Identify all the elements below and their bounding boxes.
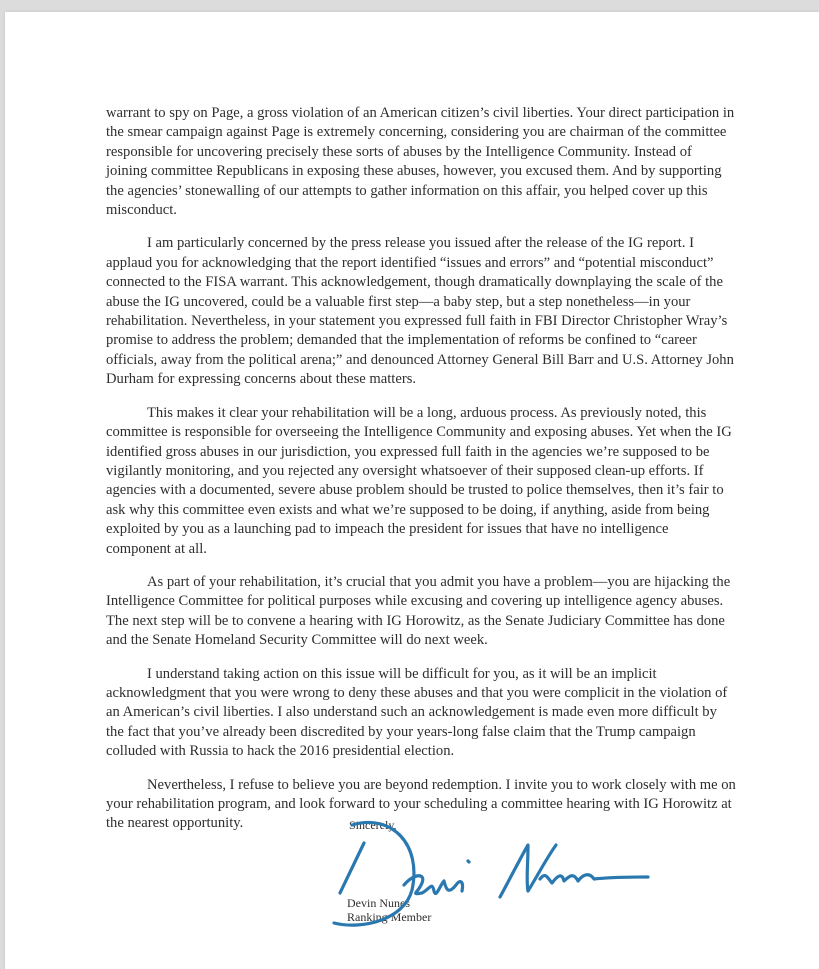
paragraph-6: Nevertheless, I refuse to believe you are beyond redemption. I invite you to work closely with me on your rehabilitation program, and look forward to your scheduling a committee hearing with IG Horowitz at the nearest opportunity. [106, 776, 736, 832]
closing-salutation: Sincerely, [349, 818, 397, 832]
letter-body [106, 104, 736, 848]
letter-page [5, 12, 819, 969]
paragraph-3: This makes it clear your rehabilitation will be a long, arduous process. As previously noted, this committee is responsible for overseeing the Intelligence Community and exposing abuses. Yet when the IG identified gross abuses in our jurisdiction, you expressed full faith in the agencies we’re supposed to be vigilantly monitoring, and you rejected any oversight whatsoever of their supposed clean-up efforts. If agencies with a documented, severe abuse problem should be trusted to police themselves, then it’s fair to ask why this committee even exists and what we’re supposed to be doing, if anything, aside from being exploited by you as a launching pad to impeach the president for issues that have no intelligence component at all. [106, 404, 732, 557]
paragraph-1: warrant to spy on Page, a gross violation of an American citizen’s civil liberties. Your direct participation in the smear campaign against Page is extremely concerning, considering you are chairman of the committee responsible for uncovering precisely these sorts of abuses by the Intelligence Community. Instead of joining committee Republicans in exposing these abuses, however, you excused them. And by supporting the agencies’ stonewalling of our attempts to gather information on this affair, you helped cover up this misconduct. [106, 105, 735, 219]
paragraph-4: As part of your rehabilitation, it’s crucial that you admit you have a problem—you are hijacking the Intelligence Committee for political purposes while excusing and covering up intelligence agency abuses. The next step will be to convene a hearing with IG Horowitz, as the Senate Judiciary Committee has done and the Senate Homeland Security Committee will do next week. [106, 573, 731, 649]
paragraph-2: I am particularly concerned by the press release you issued after the release of the IG report. I applaud you for acknowledging that the report identified “issues and errors” and “potential misconduct” connected to the FISA warrant. This acknowledgement, though dramatically downplaying the scale of the abuse the IG uncovered, could be a valuable first step—a baby step, but a step nonetheless—in your rehabilitation. Nevertheless, in your statement you expressed full faith in FBI Director Christopher Wray’s promise to address the problem; demanded that the implementation of reforms be confined to “career officials, away from the political arena;” and denounced Attorney General Bill Barr and U.S. Attorney John Durham for expressing concerns about these matters. [106, 235, 734, 388]
signer-name: Devin Nunes [347, 896, 410, 910]
paragraph-5: I understand taking action on this issue will be difficult for you, as it will be an implicit acknowledgment that you were wrong to deny these abuses and that you were complicit in the violation of an American’s civil liberties. I also understand such an acknowledgement is made even more difficult by the fact that you’ve already been discredited by your years-long false claim that the Trump campaign colluded with Russia to hack the 2016 presidential election. [106, 665, 728, 760]
signer-title: Ranking Member [347, 910, 432, 924]
